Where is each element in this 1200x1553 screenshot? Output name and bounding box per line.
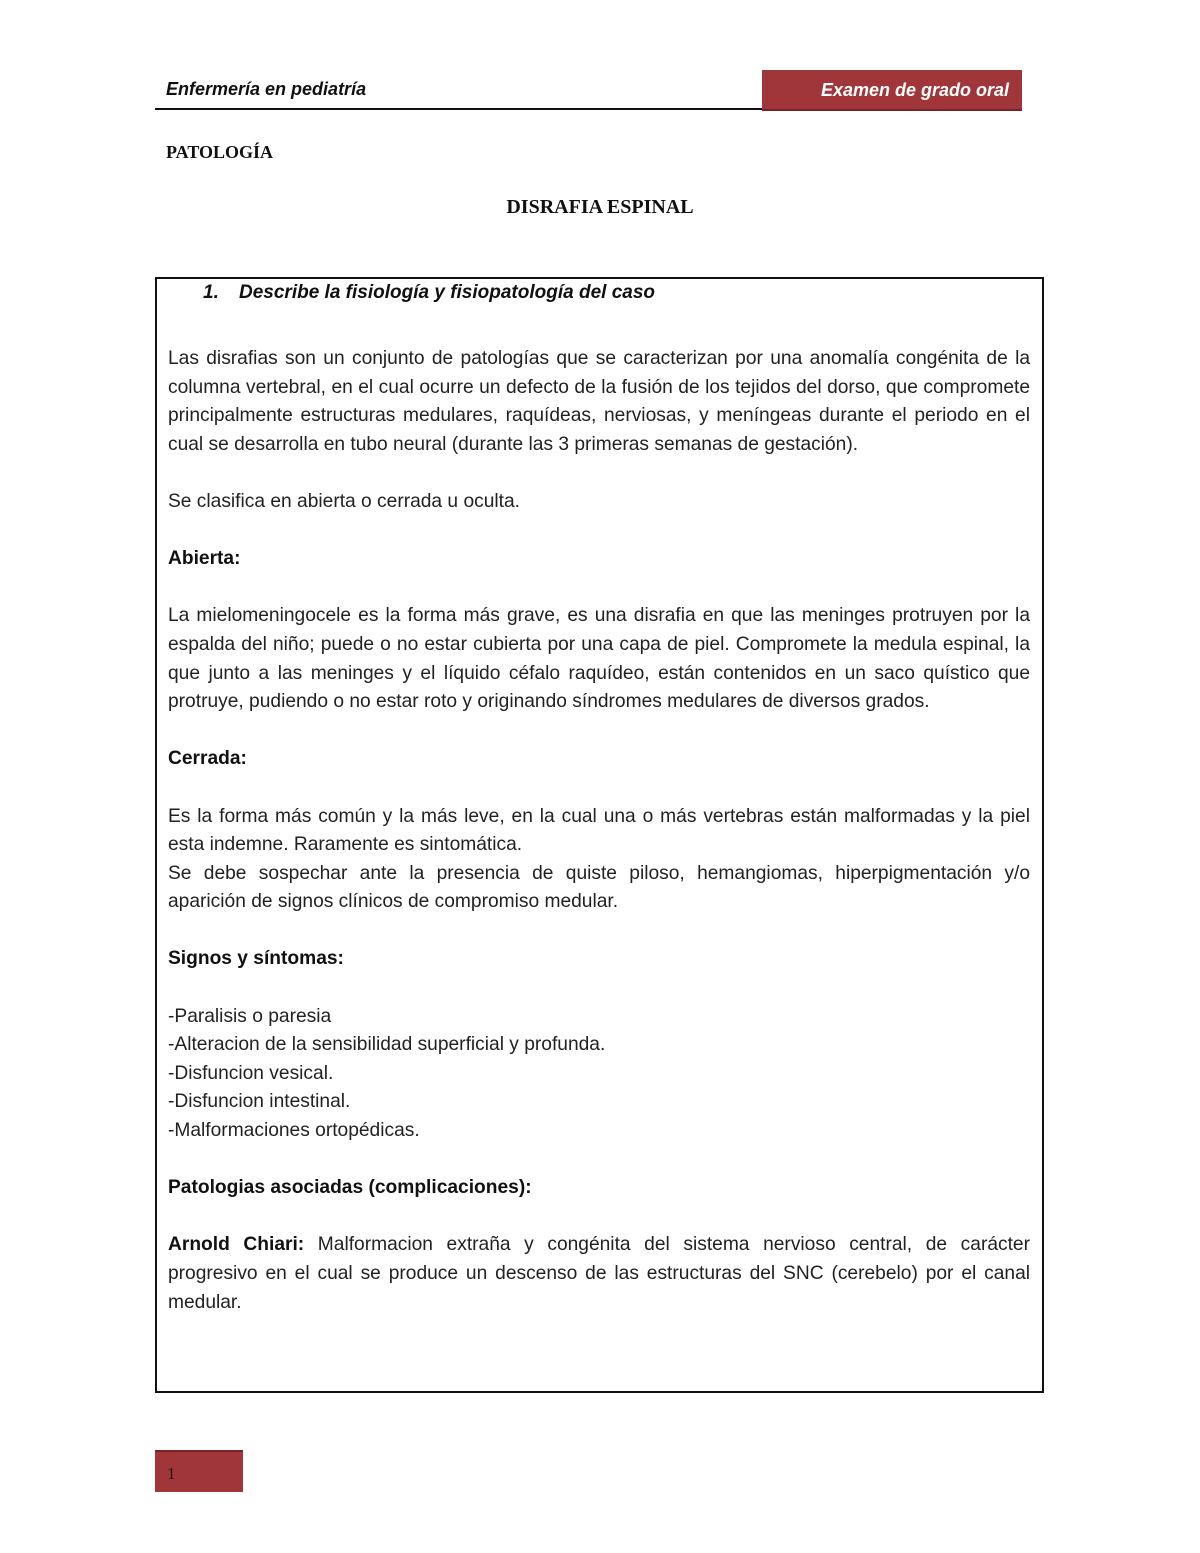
list-item: -Malformaciones ortopédicas. — [168, 1120, 420, 1142]
signos-list — [168, 1003, 1030, 1146]
question-heading — [203, 281, 655, 305]
abierta-heading: Abierta: — [168, 548, 241, 570]
arnold-chiari-paragraph — [168, 1231, 1030, 1317]
list-item: -Alteracion de la sensibilidad superficial y profunda. — [168, 1034, 606, 1056]
document-title: DISRAFIA ESPINAL — [506, 196, 694, 218]
signos-heading: Signos y síntomas: — [168, 948, 344, 970]
classification-paragraph: Se clasifica en abierta o cerrada u oculta. — [168, 490, 520, 512]
patologias-heading: Patologias asociadas (complicaciones): — [168, 1177, 532, 1199]
arnold-chiari-text: Malformacion extraña y congénita del sistema nervioso central, de carácter progresivo en el cual se produce un descenso de las estructuras del SNC (cerebelo) por el canal medular. — [168, 1234, 1030, 1313]
page-number: 1 — [167, 1464, 176, 1483]
cerrada-heading: Cerrada: — [168, 748, 247, 770]
header-badge-text: Examen de grado oral — [820, 80, 1009, 100]
header-badge — [762, 70, 1022, 111]
page-number-box — [155, 1450, 243, 1492]
intro-paragraph: Las disrafias son un conjunto de patologías que se caracterizan por una anomalía congénita de la columna vertebral, en el cual ocurre un defecto de la fusión de los tejidos del dorso, que compromete principalmente estructuras medulares, raquídeas, nerviosas, y meníngeas durante el periodo en el cual se desarrolla en tubo neural (durante las 3 primeras semanas de gestación). — [168, 348, 1030, 455]
arnold-chiari-term: Arnold Chiari: — [168, 1234, 305, 1256]
header-rule — [155, 108, 762, 110]
header-left-title: Enfermería en pediatría — [166, 79, 367, 99]
list-item: -Disfuncion intestinal. — [168, 1091, 351, 1113]
question-number: 1. — [203, 282, 219, 303]
section-label: PATOLOGÍA — [166, 142, 274, 162]
list-item: -Disfuncion vesical. — [168, 1062, 334, 1084]
cerrada-paragraph-1: Es la forma más común y la más leve, en la cual una o más vertebras están malformadas y la piel esta indemne. Raramente es sintomática. — [168, 805, 1030, 856]
abierta-paragraph: La mielomeningocele es la forma más grave, es una disrafia en que las meninges protruyen por la espalda del niño; puede o no estar cubierta por una capa de piel. Compromete la medula espinal, la que junto a las meninges y el líquido céfalo raquídeo, están contenidos en un saco quístico que protruye, pudiendo o no estar roto y originando síndromes medulares de diversos grados. — [168, 605, 1030, 713]
body-text — [168, 345, 1030, 1346]
list-item: -Paralisis o paresia — [168, 1005, 332, 1027]
question-text: Describe la fisiología y fisiopatología del caso — [239, 282, 656, 303]
content-box — [155, 277, 1044, 1393]
cerrada-paragraph-2: Se debe sospechar ante la presencia de quiste piloso, hemangiomas, hiperpigmentación y/o aparición de signos clínicos de compromiso medular. — [168, 862, 1030, 913]
